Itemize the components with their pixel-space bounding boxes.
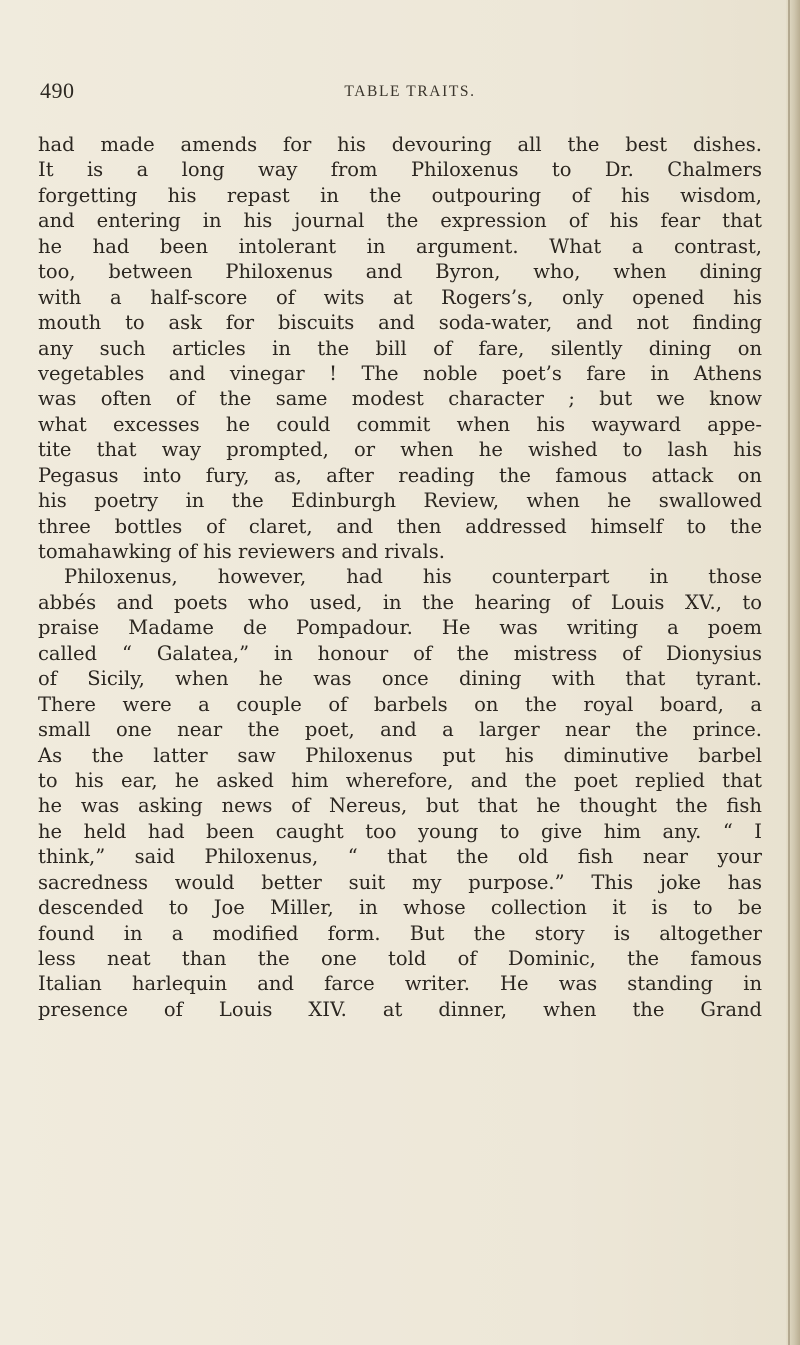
text-line: too, between Philoxenus and Byron, who, when dining [38, 260, 762, 284]
page-number: 490 [40, 78, 75, 103]
text-line: with a half-score of wits at Rogers’s, only opened his [38, 285, 762, 309]
paragraph-start-line: Philoxenus, however, had his counterpart in those [64, 565, 762, 589]
text-line: to his ear, he asked him wherefore, and the poet replied that [38, 768, 762, 792]
text-line: less neat than the one told of Dominic, the famous [38, 947, 762, 970]
text-line: any such articles in the bill of fare, silently dining on [38, 336, 762, 360]
text-line: what excesses he could commit when his wayward appe- [38, 412, 762, 436]
text-line: descended to Joe Miller, in whose collection it is to be [38, 896, 762, 920]
text-line: forgetting his repast in the outpouring of his wisdom, [38, 183, 762, 207]
text-line: It is a long way from Philoxenus to Dr. Chalmers [38, 158, 762, 182]
text-line: As the latter saw Philoxenus put his diminutive barbel [38, 743, 762, 767]
text-line: vegetables and vinegar ! The noble poet’s fare in Athens [38, 361, 762, 385]
page-edge-line [788, 0, 790, 1345]
text-line: of Sicily, when he was once dining with that tyrant. [38, 667, 762, 691]
text-line: Italian harlequin and farce writer. He was standing in [38, 972, 762, 996]
text-line: There were a couple of barbels on the royal board, a [38, 692, 762, 716]
text-line: presence of Louis XIV. at dinner, when the Grand [38, 997, 762, 1021]
text-line: he was asking news of Nereus, but that he thought the fish [38, 794, 762, 818]
text-line: small one near the poet, and a larger near the prince. [38, 718, 762, 742]
text-line: Pegasus into fury, as, after reading the famous attack on [38, 463, 762, 487]
text-line: sacredness would better suit my purpose.” This joke has [38, 870, 762, 894]
paragraph-end-line: tomahawking of his reviewers and rivals. [38, 540, 445, 563]
text-line: found in a modified form. But the story is altogether [38, 921, 762, 945]
text-line: praise Madame de Pompadour. He was writing a poem [38, 616, 762, 640]
page-header [40, 78, 780, 108]
text-line: mouth to ask for biscuits and soda-water, and not finding [38, 311, 762, 335]
text-line: had made amends for his devouring all the best dishes. [38, 133, 762, 156]
text-line: think,” said Philoxenus, “ that the old fish near your [38, 845, 762, 869]
text-line: three bottles of claret, and then addressed himself to the [38, 514, 762, 538]
text-line: he held had been caught too young to give him any. “ I [38, 819, 762, 843]
text-line: was often of the same modest character ; but we know [38, 387, 762, 411]
text-line: and entering in his journal the expression of his fear that [38, 209, 762, 233]
text-line: he had been intolerant in argument. What a contrast, [38, 234, 762, 258]
text-line: his poetry in the Edinburgh Review, when he swallowed [38, 489, 762, 513]
text-line: abbés and poets who used, in the hearing of Louis XV., to [38, 590, 762, 614]
text-line: called “ Galatea,” in honour of the mistress of Dionysius [38, 641, 762, 665]
running-head: TABLE TRAITS. [344, 83, 476, 100]
text-line: tite that way prompted, or when he wished to lash his [38, 438, 762, 462]
body-text [38, 132, 762, 1022]
